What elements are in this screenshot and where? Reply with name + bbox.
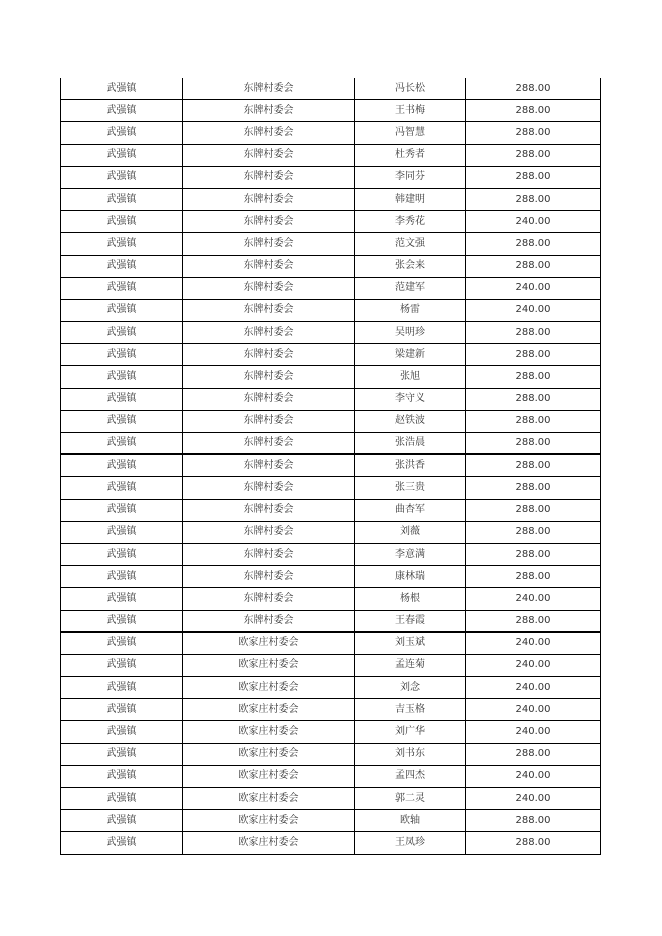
committee-cell: 欧家庄村委会 bbox=[183, 677, 355, 698]
table-row bbox=[61, 455, 600, 477]
committee-cell: 欧家庄村委会 bbox=[183, 766, 355, 787]
table-row bbox=[61, 699, 600, 721]
name-cell: 孟四杰 bbox=[355, 766, 466, 787]
town-cell: 武强镇 bbox=[61, 366, 183, 387]
name-cell: 李秀花 bbox=[355, 211, 466, 232]
amount-cell: 288.00 bbox=[515, 82, 551, 94]
committee-cell: 欧家庄村委会 bbox=[183, 810, 355, 831]
table-row bbox=[61, 832, 600, 854]
town-cell: 武强镇 bbox=[61, 78, 183, 99]
name-cell: 张会来 bbox=[355, 256, 466, 277]
town-cell: 武强镇 bbox=[61, 832, 183, 854]
name-cell: 张浩晨 bbox=[355, 433, 466, 453]
committee-cell: 欧家庄村委会 bbox=[183, 832, 355, 854]
town-cell: 武强镇 bbox=[61, 256, 183, 277]
committee-cell: 东牌村委会 bbox=[183, 233, 355, 254]
name-cell: 冯长松 bbox=[355, 78, 466, 99]
committee-cell: 东牌村委会 bbox=[183, 566, 355, 587]
committee-cell: 东牌村委会 bbox=[183, 433, 355, 453]
data-table bbox=[60, 78, 601, 855]
name-cell: 梁建新 bbox=[355, 344, 466, 365]
name-cell: 康林瑞 bbox=[355, 566, 466, 587]
table-row bbox=[61, 189, 600, 211]
committee-cell: 东牌村委会 bbox=[183, 544, 355, 565]
amount-cell: 288.00 bbox=[515, 260, 551, 272]
town-cell: 武强镇 bbox=[61, 145, 183, 166]
committee-cell: 东牌村委会 bbox=[183, 455, 355, 476]
name-cell: 刘念 bbox=[355, 677, 466, 698]
committee-cell: 东牌村委会 bbox=[183, 611, 355, 631]
name-cell: 张旭 bbox=[355, 366, 466, 387]
table-row bbox=[61, 100, 600, 122]
name-cell: 李守义 bbox=[355, 389, 466, 410]
table-row bbox=[61, 322, 600, 344]
name-cell: 孟连菊 bbox=[355, 655, 466, 676]
committee-cell: 东牌村委会 bbox=[183, 322, 355, 343]
table-row bbox=[61, 256, 600, 278]
amount-cell: 240.00 bbox=[515, 592, 551, 604]
town-cell: 武强镇 bbox=[61, 766, 183, 787]
name-cell: 韩建明 bbox=[355, 189, 466, 210]
amount-cell: 288.00 bbox=[515, 193, 551, 205]
name-cell: 张三贵 bbox=[355, 477, 466, 498]
committee-cell: 东牌村委会 bbox=[183, 300, 355, 321]
name-cell: 赵铁波 bbox=[355, 411, 466, 432]
amount-cell: 288.00 bbox=[515, 481, 551, 493]
amount-cell: 288.00 bbox=[515, 149, 551, 161]
committee-cell: 欧家庄村委会 bbox=[183, 633, 355, 654]
amount-cell: 240.00 bbox=[515, 770, 551, 782]
name-cell: 李意满 bbox=[355, 544, 466, 565]
committee-cell: 东牌村委会 bbox=[183, 122, 355, 143]
amount-cell: 288.00 bbox=[515, 526, 551, 538]
amount-cell: 288.00 bbox=[515, 415, 551, 427]
amount-cell: 288.00 bbox=[515, 104, 551, 116]
name-cell: 王书梅 bbox=[355, 100, 466, 121]
amount-cell: 288.00 bbox=[515, 459, 551, 471]
committee-cell: 东牌村委会 bbox=[183, 344, 355, 365]
town-cell: 武强镇 bbox=[61, 788, 183, 809]
committee-cell: 欧家庄村委会 bbox=[183, 699, 355, 720]
table-row bbox=[61, 433, 600, 455]
amount-cell: 240.00 bbox=[515, 792, 551, 804]
committee-cell: 欧家庄村委会 bbox=[183, 655, 355, 676]
town-cell: 武强镇 bbox=[61, 455, 183, 476]
name-cell: 刘玉斌 bbox=[355, 633, 466, 654]
town-cell: 武强镇 bbox=[61, 633, 183, 654]
amount-cell: 240.00 bbox=[515, 637, 551, 649]
committee-cell: 东牌村委会 bbox=[183, 522, 355, 543]
amount-cell: 288.00 bbox=[515, 614, 551, 626]
town-cell: 武强镇 bbox=[61, 278, 183, 299]
committee-cell: 东牌村委会 bbox=[183, 389, 355, 410]
amount-cell: 288.00 bbox=[515, 570, 551, 582]
amount-cell: 288.00 bbox=[515, 171, 551, 183]
table-row bbox=[61, 278, 600, 300]
table-row bbox=[61, 366, 600, 388]
town-cell: 武强镇 bbox=[61, 721, 183, 742]
town-cell: 武强镇 bbox=[61, 477, 183, 498]
table-row bbox=[61, 211, 600, 233]
name-cell: 曲杏军 bbox=[355, 500, 466, 521]
town-cell: 武强镇 bbox=[61, 189, 183, 210]
amount-cell: 288.00 bbox=[515, 393, 551, 405]
town-cell: 武强镇 bbox=[61, 211, 183, 232]
amount-cell: 288.00 bbox=[515, 837, 551, 849]
town-cell: 武强镇 bbox=[61, 344, 183, 365]
table-row bbox=[61, 810, 600, 832]
table-row bbox=[61, 522, 600, 544]
table-row bbox=[61, 588, 600, 610]
town-cell: 武强镇 bbox=[61, 300, 183, 321]
name-cell: 冯智慧 bbox=[355, 122, 466, 143]
town-cell: 武强镇 bbox=[61, 566, 183, 587]
committee-cell: 欧家庄村委会 bbox=[183, 788, 355, 809]
table-row bbox=[61, 633, 600, 655]
amount-cell: 240.00 bbox=[515, 215, 551, 227]
committee-cell: 东牌村委会 bbox=[183, 189, 355, 210]
table-row bbox=[61, 122, 600, 144]
town-cell: 武强镇 bbox=[61, 522, 183, 543]
table-row bbox=[61, 344, 600, 366]
amount-cell: 240.00 bbox=[515, 681, 551, 693]
town-cell: 武强镇 bbox=[61, 389, 183, 410]
town-cell: 武强镇 bbox=[61, 233, 183, 254]
table-row bbox=[61, 566, 600, 588]
town-cell: 武强镇 bbox=[61, 677, 183, 698]
amount-cell: 288.00 bbox=[515, 814, 551, 826]
table-row bbox=[61, 78, 600, 100]
name-cell: 王春霞 bbox=[355, 611, 466, 631]
name-cell: 范建军 bbox=[355, 278, 466, 299]
amount-cell: 288.00 bbox=[515, 237, 551, 249]
amount-cell: 288.00 bbox=[515, 348, 551, 360]
name-cell: 刘书东 bbox=[355, 744, 466, 765]
town-cell: 武强镇 bbox=[61, 100, 183, 121]
committee-cell: 东牌村委会 bbox=[183, 588, 355, 609]
table-row bbox=[61, 500, 600, 522]
amount-cell: 288.00 bbox=[515, 748, 551, 760]
amount-cell: 288.00 bbox=[515, 326, 551, 338]
town-cell: 武强镇 bbox=[61, 322, 183, 343]
name-cell: 刘薇 bbox=[355, 522, 466, 543]
town-cell: 武强镇 bbox=[61, 655, 183, 676]
table-row bbox=[61, 655, 600, 677]
committee-cell: 东牌村委会 bbox=[183, 477, 355, 498]
name-cell: 杜秀者 bbox=[355, 145, 466, 166]
amount-cell: 288.00 bbox=[515, 437, 551, 449]
town-cell: 武强镇 bbox=[61, 411, 183, 432]
name-cell: 杨雷 bbox=[355, 300, 466, 321]
committee-cell: 东牌村委会 bbox=[183, 500, 355, 521]
town-cell: 武强镇 bbox=[61, 544, 183, 565]
table-row bbox=[61, 300, 600, 322]
committee-cell: 东牌村委会 bbox=[183, 78, 355, 99]
name-cell: 郭二灵 bbox=[355, 788, 466, 809]
committee-cell: 东牌村委会 bbox=[183, 145, 355, 166]
amount-cell: 288.00 bbox=[515, 126, 551, 138]
table-row bbox=[61, 411, 600, 433]
name-cell: 刘广华 bbox=[355, 721, 466, 742]
table-row bbox=[61, 611, 600, 633]
table-row bbox=[61, 145, 600, 167]
name-cell: 王凤珍 bbox=[355, 832, 466, 854]
town-cell: 武强镇 bbox=[61, 167, 183, 188]
amount-cell: 288.00 bbox=[515, 504, 551, 516]
amount-cell: 288.00 bbox=[515, 371, 551, 383]
committee-cell: 东牌村委会 bbox=[183, 167, 355, 188]
town-cell: 武强镇 bbox=[61, 433, 183, 453]
table-row bbox=[61, 389, 600, 411]
name-cell: 吉玉格 bbox=[355, 699, 466, 720]
table-row bbox=[61, 744, 600, 766]
table-row bbox=[61, 544, 600, 566]
amount-cell: 240.00 bbox=[515, 726, 551, 738]
name-cell: 欧轴 bbox=[355, 810, 466, 831]
table-row bbox=[61, 477, 600, 499]
committee-cell: 东牌村委会 bbox=[183, 411, 355, 432]
amount-cell: 240.00 bbox=[515, 282, 551, 294]
amount-cell: 240.00 bbox=[515, 304, 551, 316]
table-row bbox=[61, 233, 600, 255]
committee-cell: 欧家庄村委会 bbox=[183, 744, 355, 765]
town-cell: 武强镇 bbox=[61, 810, 183, 831]
table-row bbox=[61, 167, 600, 189]
name-cell: 范文强 bbox=[355, 233, 466, 254]
amount-cell: 240.00 bbox=[515, 703, 551, 715]
committee-cell: 东牌村委会 bbox=[183, 100, 355, 121]
table-row bbox=[61, 788, 600, 810]
name-cell: 吴明珍 bbox=[355, 322, 466, 343]
table-row bbox=[61, 766, 600, 788]
committee-cell: 东牌村委会 bbox=[183, 256, 355, 277]
amount-cell: 288.00 bbox=[515, 548, 551, 560]
committee-cell: 东牌村委会 bbox=[183, 211, 355, 232]
town-cell: 武强镇 bbox=[61, 122, 183, 143]
committee-cell: 东牌村委会 bbox=[183, 366, 355, 387]
table-row bbox=[61, 721, 600, 743]
town-cell: 武强镇 bbox=[61, 500, 183, 521]
town-cell: 武强镇 bbox=[61, 699, 183, 720]
name-cell: 张洪香 bbox=[355, 455, 466, 476]
town-cell: 武强镇 bbox=[61, 588, 183, 609]
committee-cell: 欧家庄村委会 bbox=[183, 721, 355, 742]
town-cell: 武强镇 bbox=[61, 744, 183, 765]
name-cell: 杨根 bbox=[355, 588, 466, 609]
name-cell: 李同芬 bbox=[355, 167, 466, 188]
town-cell: 武强镇 bbox=[61, 611, 183, 631]
committee-cell: 东牌村委会 bbox=[183, 278, 355, 299]
table-row bbox=[61, 677, 600, 699]
amount-cell: 240.00 bbox=[515, 659, 551, 671]
